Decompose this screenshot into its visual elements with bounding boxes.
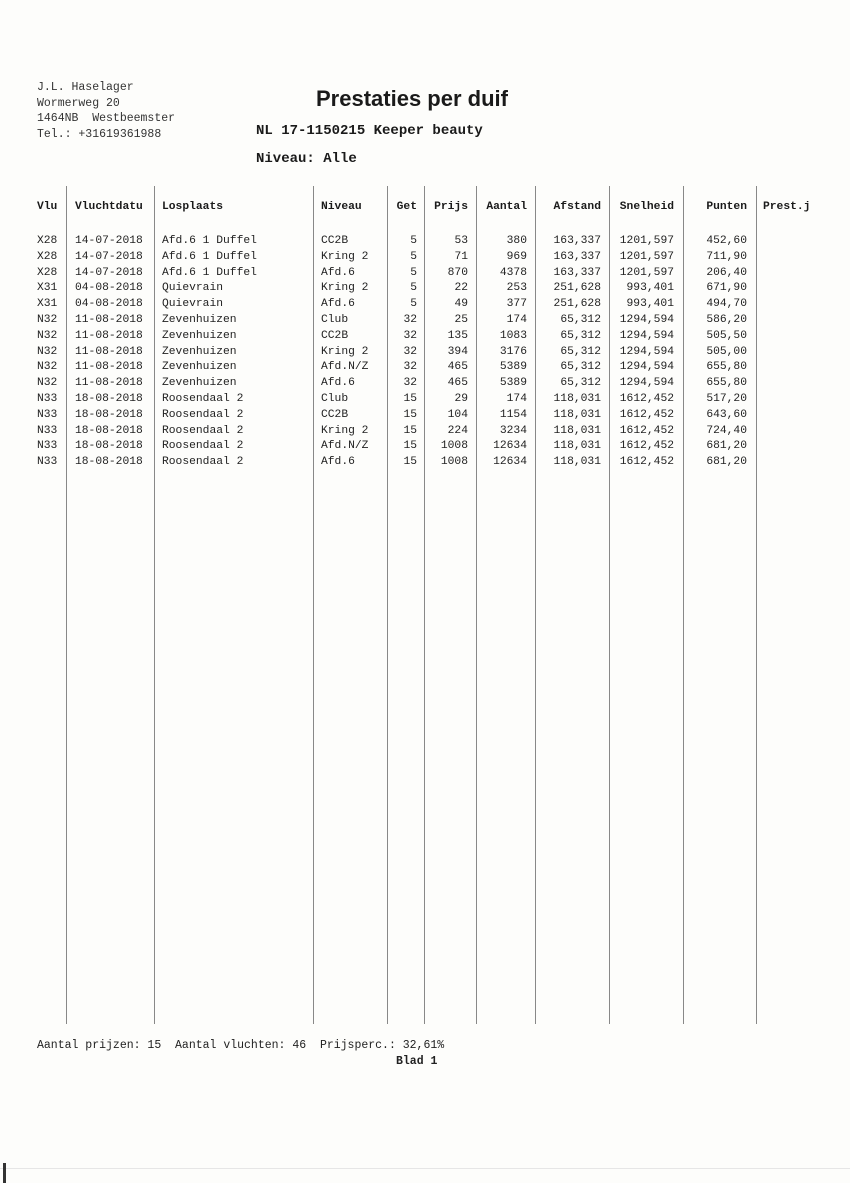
table-cell-afstand: 118,031: [553, 409, 601, 421]
table-cell-get: 5: [410, 282, 417, 294]
table-cell-get: 32: [403, 314, 417, 326]
table-cell-vluchtdatum: 11-08-2018: [75, 377, 143, 389]
table-cell-prijs: 870: [447, 267, 468, 279]
table-cell-vlu: X28: [37, 251, 58, 263]
table-cell-snelheid: 993,401: [626, 298, 674, 310]
summary-footer: Aantal prijzen: 15 Aantal vluchten: 46 Prijsperc.: 32,61%: [37, 1039, 445, 1052]
table-cell-afstand: 163,337: [553, 251, 601, 263]
column-divider: [313, 186, 314, 1024]
sender-address: [37, 80, 175, 142]
table-cell-afstand: 65,312: [560, 361, 601, 373]
table-cell-losplaats: Zevenhuizen: [162, 377, 237, 389]
column-divider: [387, 186, 388, 1024]
table-cell-vlu: N33: [37, 409, 58, 421]
table-cell-get: 5: [410, 235, 417, 247]
page-number: Blad 1: [396, 1055, 438, 1068]
column-divider: [609, 186, 610, 1024]
table-cell-punten: 655,80: [706, 377, 747, 389]
table-cell-niveau: Club: [321, 393, 349, 405]
table-cell-losplaats: Roosendaal 2: [162, 456, 244, 468]
table-cell-punten: 724,40: [706, 425, 747, 437]
table-cell-get: 5: [410, 251, 417, 263]
table-cell-vlu: X31: [37, 282, 58, 294]
table-cell-punten: 452,60: [706, 235, 747, 247]
table-cell-snelheid: 1612,452: [619, 425, 674, 437]
table-cell-losplaats: Zevenhuizen: [162, 330, 237, 342]
table-cell-niveau: Afd.N/Z: [321, 361, 369, 373]
table-cell-punten: 681,20: [706, 456, 747, 468]
table-cell-losplaats: Quievrain: [162, 282, 224, 294]
table-cell-prijs: 29: [454, 393, 468, 405]
table-cell-niveau: Kring 2: [321, 282, 369, 294]
table-cell-losplaats: Roosendaal 2: [162, 425, 244, 437]
table-cell-snelheid: 1201,597: [619, 267, 674, 279]
table-cell-aantal: 174: [506, 393, 527, 405]
table-cell-afstand: 118,031: [553, 393, 601, 405]
table-cell-prijs: 22: [454, 282, 468, 294]
column-divider: [154, 186, 155, 1024]
table-cell-vlu: N32: [37, 346, 58, 358]
table-cell-prijs: 25: [454, 314, 468, 326]
table-cell-get: 15: [403, 393, 417, 405]
table-cell-snelheid: 1294,594: [619, 330, 674, 342]
table-cell-snelheid: 1294,594: [619, 361, 674, 373]
table-cell-aantal: 3176: [499, 346, 527, 358]
table-cell-afstand: 118,031: [553, 425, 601, 437]
table-cell-vlu: N32: [37, 361, 58, 373]
header-niveau: Niveau: [321, 201, 362, 213]
page-title: Prestaties per duif: [316, 86, 508, 111]
table-cell-losplaats: Afd.6 1 Duffel: [162, 235, 257, 247]
table-cell-vluchtdatum: 18-08-2018: [75, 440, 143, 452]
sender-city: 1464NB Westbeemster: [37, 112, 176, 125]
column-divider: [535, 186, 536, 1024]
table-cell-aantal: 12634: [493, 456, 527, 468]
table-cell-punten: 505,00: [706, 346, 747, 358]
table-cell-vluchtdatum: 18-08-2018: [75, 393, 143, 405]
table-cell-losplaats: Zevenhuizen: [162, 314, 237, 326]
table-cell-niveau: Afd.6: [321, 456, 355, 468]
table-cell-afstand: 251,628: [553, 282, 601, 294]
table-cell-prijs: 1008: [440, 440, 468, 452]
table-cell-aantal: 1154: [499, 409, 527, 421]
table-cell-vlu: N32: [37, 377, 58, 389]
column-divider: [66, 186, 67, 1024]
table-cell-aantal: 4378: [499, 267, 527, 279]
table-cell-get: 32: [403, 377, 417, 389]
table-cell-aantal: 1083: [499, 330, 527, 342]
table-cell-niveau: Kring 2: [321, 251, 369, 263]
table-cell-losplaats: Roosendaal 2: [162, 393, 244, 405]
table-cell-vlu: X28: [37, 267, 58, 279]
sender-phone: Tel.: +31619361988: [37, 127, 162, 141]
table-cell-afstand: 118,031: [553, 456, 601, 468]
table-cell-aantal: 253: [506, 282, 527, 294]
table-cell-losplaats: Quievrain: [162, 298, 224, 310]
header-prestatie: Prest.j: [763, 201, 811, 213]
table-cell-vlu: N33: [37, 425, 58, 437]
table-cell-vlu: N33: [37, 393, 58, 405]
header-aantal: Aantal: [486, 201, 527, 213]
column-divider: [476, 186, 477, 1024]
table-cell-snelheid: 1612,452: [619, 409, 674, 421]
table-cell-get: 5: [410, 298, 417, 310]
table-cell-vluchtdatum: 18-08-2018: [75, 425, 143, 437]
table-cell-vlu: N33: [37, 456, 58, 468]
table-cell-snelheid: 1612,452: [619, 440, 674, 452]
table-cell-prijs: 465: [447, 361, 468, 373]
column-divider: [756, 186, 757, 1024]
pigeon-id: NL 17-1150215 Keeper beauty: [256, 123, 483, 139]
header-afstand: Afstand: [553, 201, 601, 213]
table-cell-get: 32: [403, 330, 417, 342]
table-cell-niveau: CC2B: [321, 330, 349, 342]
table-cell-get: 5: [410, 267, 417, 279]
table-cell-losplaats: Zevenhuizen: [162, 361, 237, 373]
table-cell-afstand: 118,031: [553, 440, 601, 452]
table-cell-vluchtdatum: 11-08-2018: [75, 346, 143, 358]
table-cell-punten: 671,90: [706, 282, 747, 294]
table-cell-aantal: 377: [506, 298, 527, 310]
table-cell-snelheid: 1294,594: [619, 314, 674, 326]
column-divider: [424, 186, 425, 1024]
table-cell-prijs: 49: [454, 298, 468, 310]
header-prijs: Prijs: [434, 201, 468, 213]
table-cell-get: 32: [403, 346, 417, 358]
table-cell-vlu: X28: [37, 235, 58, 247]
table-cell-losplaats: Afd.6 1 Duffel: [162, 267, 257, 279]
scan-edge-mark: [3, 1163, 6, 1183]
header-punten: Punten: [706, 201, 747, 213]
table-cell-snelheid: 1201,597: [619, 251, 674, 263]
sender-street: Wormerweg 20: [37, 96, 120, 110]
table-cell-losplaats: Roosendaal 2: [162, 409, 244, 421]
table-cell-losplaats: Roosendaal 2: [162, 440, 244, 452]
table-cell-punten: 711,90: [706, 251, 747, 263]
header-get: Get: [396, 201, 417, 213]
table-cell-snelheid: 1294,594: [619, 377, 674, 389]
table-cell-niveau: Club: [321, 314, 349, 326]
table-cell-vlu: N32: [37, 330, 58, 342]
table-cell-afstand: 65,312: [560, 330, 601, 342]
table-cell-prijs: 53: [454, 235, 468, 247]
table-cell-punten: 517,20: [706, 393, 747, 405]
table-cell-get: 15: [403, 409, 417, 421]
niveau-filter: Niveau: Alle: [256, 151, 357, 167]
header-vlu: Vlu: [37, 201, 58, 213]
table-cell-get: 15: [403, 456, 417, 468]
table-cell-punten: 643,60: [706, 409, 747, 421]
table-cell-aantal: 5389: [499, 361, 527, 373]
table-cell-punten: 655,80: [706, 361, 747, 373]
table-cell-snelheid: 1201,597: [619, 235, 674, 247]
table-cell-prijs: 104: [447, 409, 468, 421]
table-cell-niveau: Kring 2: [321, 425, 369, 437]
table-cell-vluchtdatum: 11-08-2018: [75, 314, 143, 326]
table-cell-prijs: 465: [447, 377, 468, 389]
sender-name: J.L. Haselager: [37, 81, 134, 94]
table-cell-punten: 681,20: [706, 440, 747, 452]
table-cell-afstand: 163,337: [553, 235, 601, 247]
table-cell-afstand: 163,337: [553, 267, 601, 279]
table-cell-prijs: 394: [447, 346, 468, 358]
table-cell-losplaats: Afd.6 1 Duffel: [162, 251, 257, 263]
table-cell-get: 32: [403, 361, 417, 373]
page-bottom-line: [0, 1168, 850, 1169]
table-cell-prijs: 1008: [440, 456, 468, 468]
table-cell-punten: 505,50: [706, 330, 747, 342]
table-cell-aantal: 969: [506, 251, 527, 263]
table-cell-vluchtdatum: 14-07-2018: [75, 251, 143, 263]
header-snelheid: Snelheid: [619, 201, 674, 213]
table-cell-niveau: Afd.N/Z: [321, 440, 369, 452]
table-cell-vlu: X31: [37, 298, 58, 310]
table-cell-niveau: CC2B: [321, 409, 349, 421]
table-cell-afstand: 65,312: [560, 314, 601, 326]
table-cell-punten: 586,20: [706, 314, 747, 326]
table-cell-punten: 494,70: [706, 298, 747, 310]
table-cell-prijs: 135: [447, 330, 468, 342]
table-cell-vlu: N32: [37, 314, 58, 326]
table-cell-vluchtdatum: 18-08-2018: [75, 409, 143, 421]
column-divider: [683, 186, 684, 1024]
table-cell-vluchtdatum: 11-08-2018: [75, 330, 143, 342]
table-cell-niveau: Afd.6: [321, 298, 355, 310]
table-cell-snelheid: 1612,452: [619, 456, 674, 468]
table-cell-vluchtdatum: 11-08-2018: [75, 361, 143, 373]
header-vluchtdatum: Vluchtdatu: [75, 201, 143, 213]
table-cell-afstand: 65,312: [560, 377, 601, 389]
table-cell-aantal: 12634: [493, 440, 527, 452]
table-cell-losplaats: Zevenhuizen: [162, 346, 237, 358]
table-cell-snelheid: 993,401: [626, 282, 674, 294]
table-cell-aantal: 174: [506, 314, 527, 326]
table-cell-vluchtdatum: 18-08-2018: [75, 456, 143, 468]
table-cell-aantal: 380: [506, 235, 527, 247]
table-cell-prijs: 224: [447, 425, 468, 437]
table-cell-prijs: 71: [454, 251, 468, 263]
table-cell-snelheid: 1612,452: [619, 393, 674, 405]
table-cell-niveau: Kring 2: [321, 346, 369, 358]
table-cell-niveau: Afd.6: [321, 377, 355, 389]
table-cell-niveau: CC2B: [321, 235, 349, 247]
table-cell-vluchtdatum: 04-08-2018: [75, 298, 143, 310]
header-losplaats: Losplaats: [162, 201, 224, 213]
table-cell-afstand: 251,628: [553, 298, 601, 310]
table-cell-vluchtdatum: 14-07-2018: [75, 267, 143, 279]
table-cell-niveau: Afd.6: [321, 267, 355, 279]
table-cell-vluchtdatum: 04-08-2018: [75, 282, 143, 294]
table-cell-get: 15: [403, 440, 417, 452]
table-cell-snelheid: 1294,594: [619, 346, 674, 358]
table-cell-aantal: 3234: [499, 425, 527, 437]
table-cell-vluchtdatum: 14-07-2018: [75, 235, 143, 247]
table-cell-get: 15: [403, 425, 417, 437]
table-cell-vlu: N33: [37, 440, 58, 452]
table-cell-afstand: 65,312: [560, 346, 601, 358]
table-cell-punten: 206,40: [706, 267, 747, 279]
table-cell-aantal: 5389: [499, 377, 527, 389]
